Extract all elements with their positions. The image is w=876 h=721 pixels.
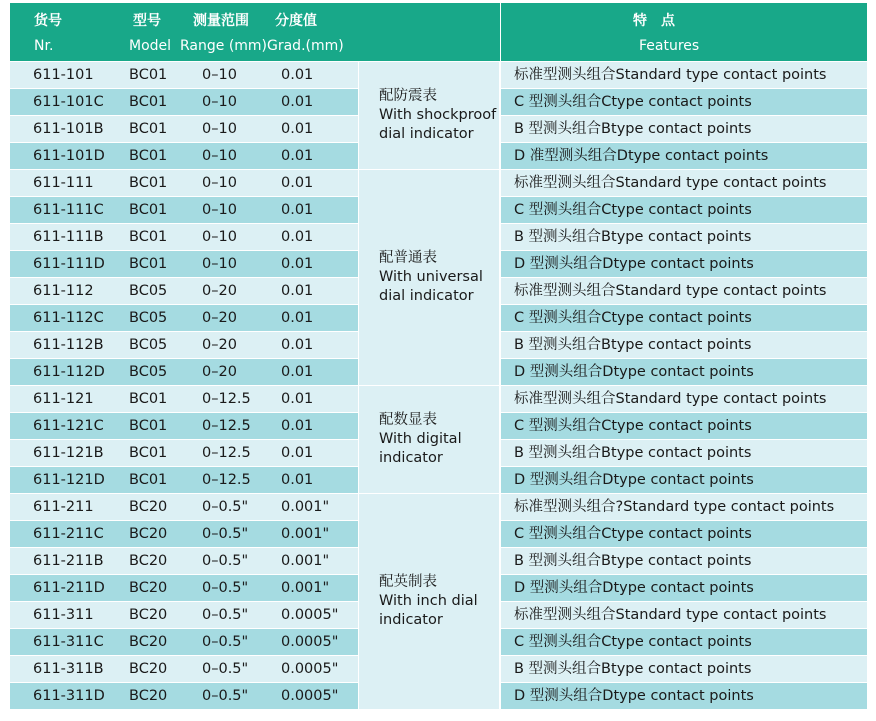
nr-cell: 611-112D <box>33 364 105 380</box>
range-cell: 0–10 <box>202 256 237 272</box>
range-cell: 0–12.5 <box>202 418 251 434</box>
grad-cell: 0.01 <box>281 175 314 191</box>
range-cell: 0–20 <box>202 283 237 299</box>
range-cell: 0–0.5" <box>202 661 249 677</box>
nr-cell: 611-121B <box>33 445 104 461</box>
group-label-cn: 配防震表 <box>379 88 437 104</box>
features-header-en: Features <box>639 38 700 54</box>
range-cell: 0–0.5" <box>202 526 249 542</box>
features-cell: C 型测头组合Ctype contact points <box>501 89 867 115</box>
model-cell: BC05 <box>129 337 168 353</box>
features-cell: B 型测头组合Btype contact points <box>501 548 867 574</box>
features-cell: 标准型测头组合Standard type contact points <box>501 278 867 304</box>
table-row <box>10 170 358 196</box>
group-label-en: With shockproof dial indicator <box>379 107 497 142</box>
grad-cell: 0.01 <box>281 445 314 461</box>
grad-cell: 0.01 <box>281 310 314 326</box>
range-header-en: Range (mm) <box>180 38 268 54</box>
model-cell: BC01 <box>129 67 168 83</box>
grad-cell: 0.01 <box>281 418 314 434</box>
nr-cell: 611-211D <box>33 580 105 596</box>
features-cell: C 型测头组合Ctype contact points <box>501 413 867 439</box>
range-cell: 0–12.5 <box>202 391 251 407</box>
table-row <box>10 575 358 601</box>
range-cell: 0–10 <box>202 175 237 191</box>
group-label-en: With digital indicator <box>379 431 462 466</box>
table-row <box>10 305 358 331</box>
features-cell: D 型测头组合Dtype contact points <box>501 575 867 601</box>
grad-cell: 0.01 <box>281 283 314 299</box>
grad-cell: 0.001" <box>281 526 330 542</box>
model-cell: BC01 <box>129 391 168 407</box>
model-cell: BC01 <box>129 418 168 434</box>
nr-cell: 611-211B <box>33 553 104 569</box>
grad-cell: 0.01 <box>281 121 314 137</box>
nr-cell: 611-211C <box>33 526 104 542</box>
features-header-cn: 特 点 <box>633 13 675 29</box>
grad-cell: 0.0005" <box>281 688 339 704</box>
range-cell: 0–0.5" <box>202 499 249 515</box>
grad-cell: 0.001" <box>281 580 330 596</box>
nr-cell: 611-211 <box>33 499 94 515</box>
grad-cell: 0.01 <box>281 364 314 380</box>
grad-cell: 0.001" <box>281 499 330 515</box>
spec-table <box>10 3 867 717</box>
model-cell: BC01 <box>129 175 168 191</box>
range-cell: 0–0.5" <box>202 553 249 569</box>
features-cell: B 型测头组合Btype contact points <box>501 116 867 142</box>
range-header-cn: 测量范围 <box>193 13 249 29</box>
range-cell: 0–12.5 <box>202 445 251 461</box>
table-row <box>10 467 358 493</box>
model-cell: BC05 <box>129 364 168 380</box>
range-cell: 0–10 <box>202 121 237 137</box>
range-cell: 0–0.5" <box>202 580 249 596</box>
model-cell: BC20 <box>129 499 168 515</box>
grad-header-en: Grad.(mm) <box>267 38 344 54</box>
nr-cell: 611-112C <box>33 310 104 326</box>
nr-cell: 611-101B <box>33 121 104 137</box>
table-row <box>10 278 358 304</box>
grad-cell: 0.01 <box>281 148 314 164</box>
model-cell: BC20 <box>129 526 168 542</box>
range-cell: 0–0.5" <box>202 634 249 650</box>
range-cell: 0–10 <box>202 148 237 164</box>
nr-cell: 611-311B <box>33 661 104 677</box>
table-row <box>10 494 358 520</box>
model-cell: BC01 <box>129 121 168 137</box>
nr-cell: 611-111 <box>33 175 94 191</box>
table-row <box>10 548 358 574</box>
features-cell: D 型测头组合Dtype contact points <box>501 359 867 385</box>
features-cell: 标准型测头组合Standard type contact points <box>501 62 867 88</box>
range-cell: 0–10 <box>202 229 237 245</box>
range-cell: 0–20 <box>202 310 237 326</box>
model-cell: BC05 <box>129 310 168 326</box>
model-cell: BC20 <box>129 688 168 704</box>
table-row <box>10 656 358 682</box>
features-cell: B 型测头组合Btype contact points <box>501 332 867 358</box>
grad-cell: 0.01 <box>281 337 314 353</box>
range-cell: 0–0.5" <box>202 607 249 623</box>
model-header-cn: 型号 <box>133 13 161 29</box>
model-cell: BC01 <box>129 229 168 245</box>
table-row <box>10 62 358 88</box>
group-label-cn: 配英制表 <box>379 574 437 590</box>
range-cell: 0–10 <box>202 67 237 83</box>
features-cell: C 型测头组合Ctype contact points <box>501 521 867 547</box>
nr-cell: 611-111D <box>33 256 105 272</box>
table-row <box>10 440 358 466</box>
grad-cell: 0.01 <box>281 67 314 83</box>
table-row <box>10 602 358 628</box>
grad-cell: 0.01 <box>281 94 314 110</box>
table-row <box>10 332 358 358</box>
nr-header-cn: 货号 <box>34 13 62 29</box>
model-cell: BC20 <box>129 580 168 596</box>
range-cell: 0–20 <box>202 337 237 353</box>
features-cell: B 型测头组合Btype contact points <box>501 656 867 682</box>
table-row <box>10 197 358 223</box>
model-cell: BC01 <box>129 472 168 488</box>
grad-cell: 0.001" <box>281 553 330 569</box>
model-header-en: Model <box>129 38 172 54</box>
features-cell: C 型测头组合Ctype contact points <box>501 629 867 655</box>
grad-cell: 0.01 <box>281 256 314 272</box>
nr-cell: 611-112 <box>33 283 94 299</box>
group-cell <box>359 386 499 493</box>
features-cell: 标准型测头组合?Standard type contact points <box>501 494 867 520</box>
grad-cell: 0.0005" <box>281 607 339 623</box>
nr-cell: 611-101 <box>33 67 94 83</box>
group-label-en: With inch dial indicator <box>379 593 478 628</box>
features-cell: C 型测头组合Ctype contact points <box>501 305 867 331</box>
table-row <box>10 683 358 709</box>
table-row <box>10 251 358 277</box>
model-cell: BC20 <box>129 607 168 623</box>
range-cell: 0–12.5 <box>202 472 251 488</box>
table-row <box>10 386 358 412</box>
group-cell <box>359 62 499 169</box>
features-cell: 标准型测头组合Standard type contact points <box>501 386 867 412</box>
features-cell: B 型测头组合Btype contact points <box>501 224 867 250</box>
model-cell: BC05 <box>129 283 168 299</box>
nr-cell: 611-121D <box>33 472 105 488</box>
nr-header-en: Nr. <box>34 38 54 54</box>
model-cell: BC01 <box>129 94 168 110</box>
grad-cell: 0.0005" <box>281 661 339 677</box>
features-cell: D 型测头组合Dtype contact points <box>501 683 867 709</box>
nr-cell: 611-101D <box>33 148 105 164</box>
range-cell: 0–10 <box>202 94 237 110</box>
model-cell: BC20 <box>129 661 168 677</box>
model-cell: BC20 <box>129 634 168 650</box>
range-cell: 0–20 <box>202 364 237 380</box>
table-row <box>10 359 358 385</box>
grad-cell: 0.01 <box>281 229 314 245</box>
model-cell: BC01 <box>129 202 168 218</box>
table-row <box>10 413 358 439</box>
features-cell: D 准型测头组合Dtype contact points <box>501 143 867 169</box>
features-cell: D 型测头组合Dtype contact points <box>501 251 867 277</box>
group-label-en: With universal dial indicator <box>379 269 483 304</box>
table-row <box>10 143 358 169</box>
features-cell: D 型测头组合Dtype contact points <box>501 467 867 493</box>
table-header <box>10 3 500 61</box>
table-row <box>10 89 358 115</box>
nr-cell: 611-112B <box>33 337 104 353</box>
nr-cell: 611-311D <box>33 688 105 704</box>
group-cell <box>359 170 499 385</box>
group-cell <box>359 494 499 709</box>
model-cell: BC20 <box>129 553 168 569</box>
grad-cell: 0.0005" <box>281 634 339 650</box>
table-row <box>10 521 358 547</box>
features-cell: B 型测头组合Btype contact points <box>501 440 867 466</box>
grad-cell: 0.01 <box>281 472 314 488</box>
model-cell: BC01 <box>129 445 168 461</box>
grad-header-cn: 分度值 <box>275 13 317 29</box>
nr-cell: 611-111B <box>33 229 104 245</box>
table-row <box>10 629 358 655</box>
features-cell: C 型测头组合Ctype contact points <box>501 197 867 223</box>
table-row <box>10 116 358 142</box>
features-header <box>501 3 867 61</box>
range-cell: 0–10 <box>202 202 237 218</box>
nr-cell: 611-121C <box>33 418 104 434</box>
group-label-cn: 配普通表 <box>379 250 437 266</box>
model-cell: BC01 <box>129 148 168 164</box>
grad-cell: 0.01 <box>281 202 314 218</box>
nr-cell: 611-111C <box>33 202 104 218</box>
nr-cell: 611-121 <box>33 391 94 407</box>
range-cell: 0–0.5" <box>202 688 249 704</box>
features-cell: 标准型测头组合Standard type contact points <box>501 170 867 196</box>
nr-cell: 611-311C <box>33 634 104 650</box>
grad-cell: 0.01 <box>281 391 314 407</box>
nr-cell: 611-311 <box>33 607 94 623</box>
nr-cell: 611-101C <box>33 94 104 110</box>
model-cell: BC01 <box>129 256 168 272</box>
group-label-cn: 配数显表 <box>379 412 437 428</box>
features-cell: 标准型测头组合Standard type contact points <box>501 602 867 628</box>
table-row <box>10 224 358 250</box>
header-divider <box>500 3 501 61</box>
